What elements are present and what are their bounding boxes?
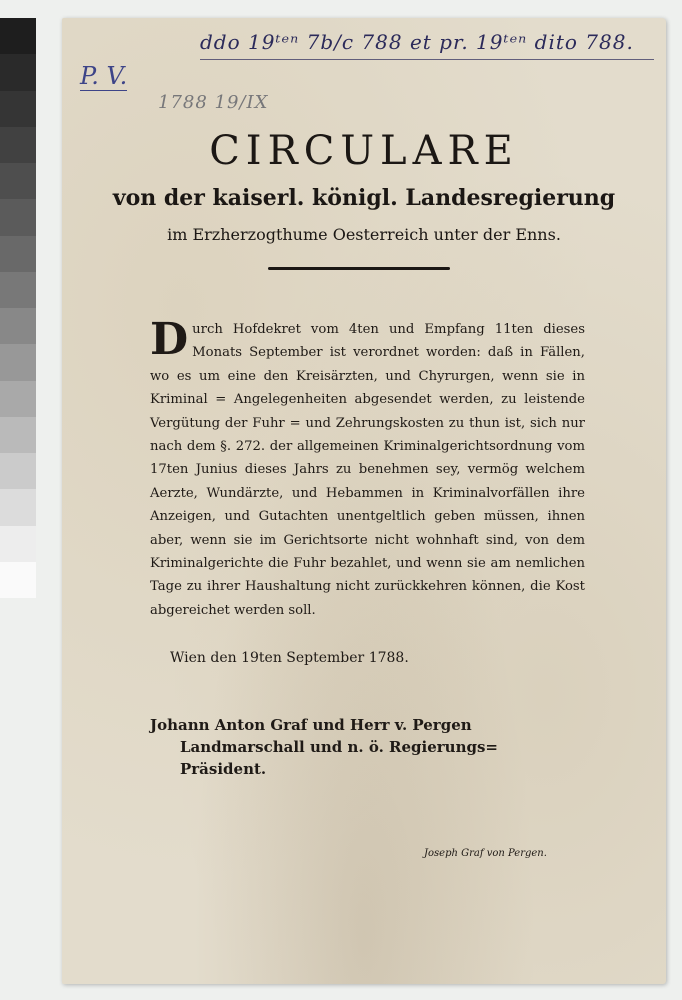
handwritten-registry-note: ddo 19ᵗᵉⁿ 7b/c 788 et pr. 19ᵗᵉⁿ dito 788.: [200, 30, 634, 54]
secondary-signature: Joseph Graf von Pergen.: [424, 848, 547, 859]
decree-body: [150, 314, 585, 622]
decree-body-text: urch Hofdekret vom 4ten und Empfang 11ten dieses Monats September ist verordnet worden: daß in Fällen, wo es um eine den Kreisärzten, und Chyrurgen, wenn sie in Kriminal = Angelegenheiten abgesendet werden, zu leistende Vergütung der Fuhr = und Zehrungskosten zu thun ist, sich nur nach dem §. 272. der allgemeinen Kriminalgerichtsordnung vom 17ten Junius dieses Jahrs zu benehmen sey, vermög welchem Aerzte, Wundärzte, und Hebammen in Kriminalvorfällen ihre Anzeigen, und Gutachten unentgeltlich geben müssen, ihnen aber, wenn sie im Gerichtsorte nicht wohnhaft sind, von dem Kriminalgerichte die Fuhr bezahlet, und wenn sie am nemlichen Tage zu ihrer Haushaltung nicht zurückkehren können, die Kost abgereichet werden soll.: [150, 322, 585, 618]
scale-patch: [0, 526, 36, 562]
scale-patch: [0, 199, 36, 235]
scale-patch: [0, 381, 36, 417]
scale-patch: [0, 236, 36, 272]
document-subtitle-region: im Erzherzogthume Oesterreich unter der Enns.: [167, 225, 561, 244]
scale-patch: [0, 272, 36, 308]
scale-patch: [0, 344, 36, 380]
document-title: CIRCULARE: [209, 128, 519, 174]
date-line: Wien den 19ten September 1788.: [170, 650, 409, 666]
document-subtitle-authority: von der kaiserl. königl. Landesregierung: [112, 185, 616, 211]
scale-patch: [0, 127, 36, 163]
scale-patch: [0, 54, 36, 90]
scale-patch: [0, 91, 36, 127]
handwritten-margin-mark: P. V.: [80, 62, 128, 90]
scale-patch: [0, 453, 36, 489]
title-divider-rule: [268, 267, 450, 270]
scale-patch: [0, 417, 36, 453]
scale-patch: [0, 562, 36, 598]
drop-cap: D: [150, 314, 189, 365]
signatory-name: Johann Anton Graf und Herr v. Pergen: [150, 716, 472, 734]
pencil-date-note: 1788 19/IX: [158, 92, 269, 113]
signatory-title-cont: Präsident.: [180, 760, 267, 778]
scale-patch: [0, 489, 36, 525]
scale-patch: [0, 163, 36, 199]
scale-patch: [0, 308, 36, 344]
scale-patch: [0, 18, 36, 54]
color-scale-strip: [0, 18, 36, 598]
signatory-block: [150, 714, 498, 780]
signatory-title: Landmarschall und n. ö. Regierungs=: [180, 738, 498, 756]
